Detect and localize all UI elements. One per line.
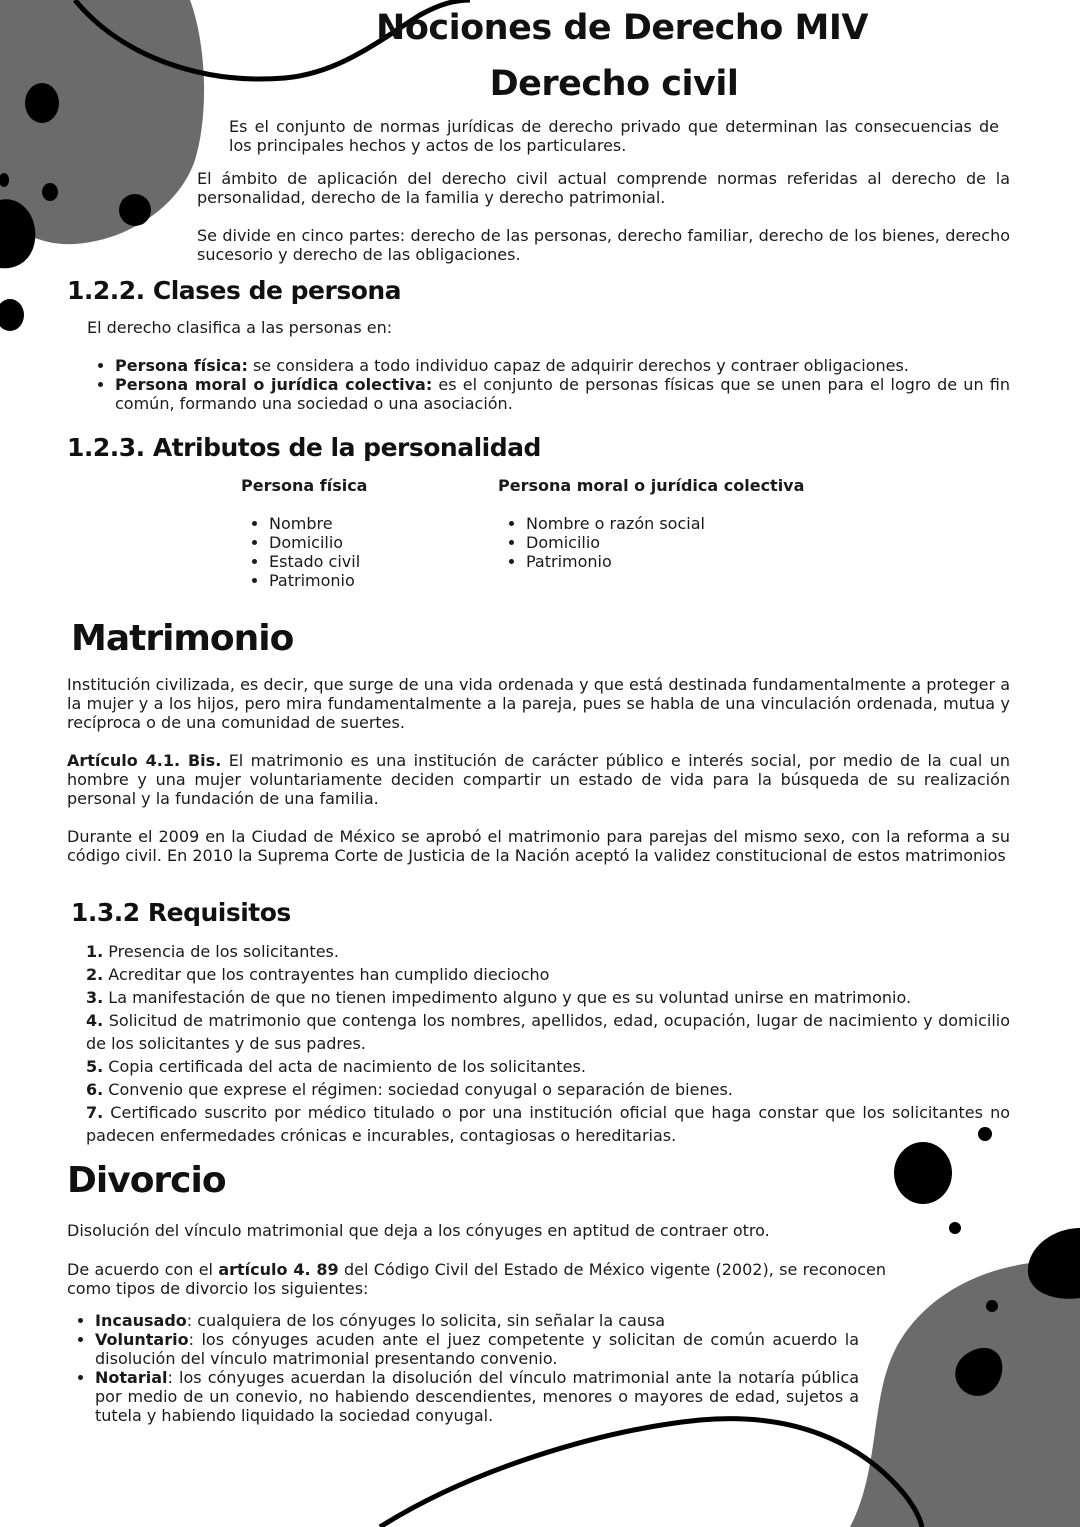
definition-text: : los cónyuges acuerdan la disolución del vínculo matrimonial ante la notaría pública por medio de un conevio, no habiendo descendientes, menores o mayores de edad, sujetos a tutela y habiendo liquidado la sociedad conyugal.	[95, 1368, 859, 1425]
list-item	[86, 1055, 1010, 1078]
intro-definition: Es el conjunto de normas jurídicas de derecho privado que determinan las consecuencias de los principales hechos y actos de los particulares.	[229, 117, 999, 155]
list-item	[115, 356, 1010, 375]
page-title: Nociones de Derecho MIV	[376, 8, 868, 48]
list-item	[95, 1330, 859, 1368]
item-number: 1.	[86, 942, 104, 961]
item-text: Convenio que exprese el régimen: sociedad conyugal o separación de bienes.	[103, 1080, 733, 1099]
item-number: 5.	[86, 1057, 104, 1076]
item-text: Presencia de los solicitantes.	[103, 942, 339, 961]
heading-atributos: 1.2.3. Atributos de la personalidad	[67, 433, 541, 462]
item-number: 3.	[86, 988, 104, 1007]
definition-text: : cualquiera de los cónyuges lo solicita, sin señalar la causa	[186, 1311, 666, 1330]
text-fragment: De acuerdo con el	[67, 1260, 219, 1279]
list-item	[95, 1311, 859, 1330]
definition-text: : los cónyuges acuden ante el juez competente y solicitan de común acuerdo la disolución del vínculo matrimonial presentando convenio.	[95, 1330, 859, 1368]
item-text: Certificado suscrito por médico titulado o por una institución oficial que haga constar que los solicitantes no padecen enfermedades crónicas e incurables, contagiosas o hereditarias.	[86, 1103, 1010, 1145]
list-item: • Nombre o razón social	[526, 514, 846, 533]
atributos-moral-list	[498, 514, 846, 571]
list-item: • Patrimonio	[526, 552, 846, 571]
text-fragment: del Código Civil del Estado de México vigente (2002), se reconocen como tipos de divorcio los siguientes:	[67, 1260, 886, 1298]
item-text: Copia certificada del acta de nacimiento de los solicitantes.	[103, 1057, 586, 1076]
term-voluntario: Voluntario	[95, 1330, 189, 1349]
term-persona-moral: Persona moral o jurídica colectiva:	[115, 375, 433, 394]
matrimonio-definition: Institución civilizada, es decir, que surge de una vida ordenada y que está destinada fundamentalmente a proteger a la mujer y a los hijos, pero mira fundamentalmente a la pareja, pues se habla de una vinculación ordenada, mutua y recíproca o de una comunidad de suertes.	[67, 675, 1010, 732]
list-item: • Domicilio	[526, 533, 846, 552]
clases-list	[87, 356, 1010, 413]
list-item	[95, 1368, 859, 1425]
col-title-persona-moral: Persona moral o jurídica colectiva	[498, 476, 805, 495]
list-item: • Nombre	[269, 514, 489, 533]
article-text: El matrimonio es una institución de carácter público e interés social, por medio de la cual un hombre y una mujer voluntariamente deciden compartir un estado de vida para la búsqueda de su realización personal y la fundación de una familia.	[67, 751, 1010, 808]
requisitos-list	[86, 940, 1010, 1147]
col-title-persona-fisica: Persona física	[241, 476, 368, 495]
heading-requisitos: 1.3.2 Requisitos	[71, 898, 291, 927]
term-notarial: Notarial	[95, 1368, 168, 1387]
heading-divorcio: Divorcio	[67, 1160, 226, 1201]
definition-text: es el conjunto de personas físicas que se unen para el logro de un fin común, formando una sociedad o una asociación.	[115, 375, 1010, 413]
definition-text: se considera a todo individuo capaz de adquirir derechos y contraer obligaciones.	[247, 356, 909, 375]
intro-scope: El ámbito de aplicación del derecho civil actual comprende normas referidas al derecho de la personalidad, derecho de la familia y derecho patrimonial.	[197, 169, 1010, 207]
page-subtitle: Derecho civil	[489, 64, 739, 104]
list-item: • Domicilio	[269, 533, 489, 552]
list-item	[86, 1101, 1010, 1147]
matrimonio-history: Durante el 2009 en la Ciudad de México se aprobó el matrimonio para parejas del mismo sexo, con la reforma a su código civil. En 2010 la Suprema Corte de Justicia de la Nación aceptó la validez constitucional de estos matrimonios	[67, 827, 1010, 865]
divorcio-types-list	[67, 1311, 859, 1425]
article-label: Artículo 4.1. Bis.	[67, 751, 222, 770]
item-number: 7.	[86, 1103, 104, 1122]
item-number: 6.	[86, 1080, 104, 1099]
item-number: 4.	[86, 1011, 104, 1030]
list-item: • Estado civil	[269, 552, 489, 571]
list-item: • Patrimonio	[269, 571, 489, 590]
atributos-fisica-list	[241, 514, 489, 590]
heading-matrimonio: Matrimonio	[71, 618, 294, 659]
clases-lead: El derecho clasifica a las personas en:	[87, 318, 393, 337]
list-item	[115, 375, 1010, 413]
heading-clases-persona: 1.2.2. Clases de persona	[67, 276, 402, 305]
list-item	[86, 1078, 1010, 1101]
item-text: La manifestación de que no tienen impedimento alguno y que es su voluntad unirse en matrimonio.	[103, 988, 912, 1007]
item-number: 2.	[86, 965, 104, 984]
matrimonio-article	[67, 751, 1010, 808]
term-persona-fisica: Persona física:	[115, 356, 248, 375]
intro-parts: Se divide en cinco partes: derecho de las personas, derecho familiar, derecho de los bienes, derecho sucesorio y derecho de las obligaciones.	[197, 226, 1010, 264]
list-item	[86, 963, 1010, 986]
divorcio-article	[67, 1260, 886, 1298]
article-reference: artículo 4. 89	[218, 1260, 339, 1279]
item-text: Acreditar que los contrayentes han cumplido dieciocho	[103, 965, 550, 984]
list-item	[86, 1009, 1010, 1055]
divorcio-definition: Disolución del vínculo matrimonial que deja a los cónyuges en aptitud de contraer otro.	[67, 1221, 770, 1240]
list-item	[86, 986, 1010, 1009]
item-text: Solicitud de matrimonio que contenga los nombres, apellidos, edad, ocupación, lugar de nacimiento y domicilio de los solicitantes y de sus padres.	[86, 1011, 1010, 1053]
list-item	[86, 940, 1010, 963]
term-incausado: Incausado	[95, 1311, 187, 1330]
